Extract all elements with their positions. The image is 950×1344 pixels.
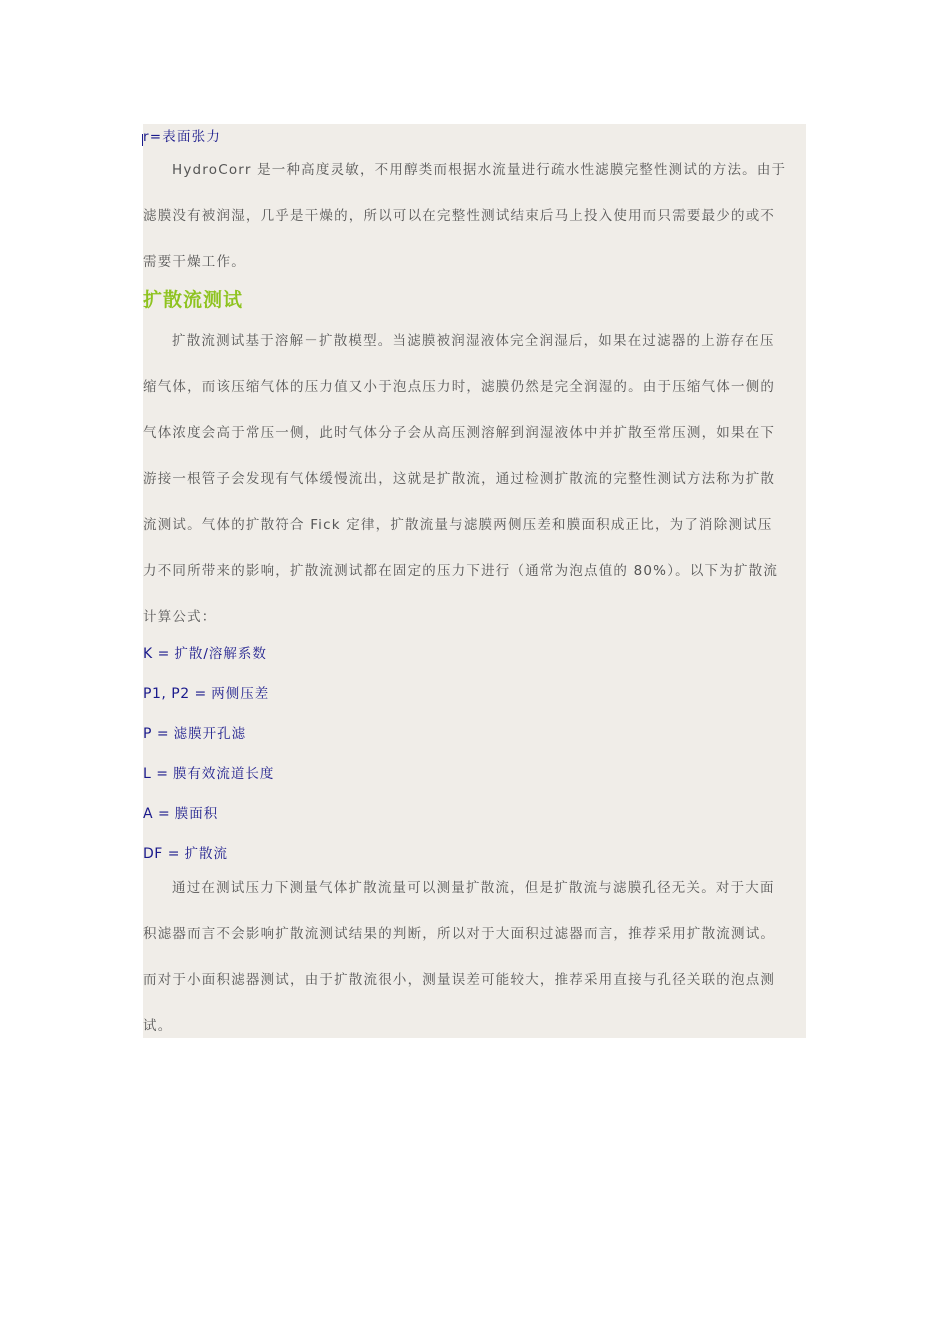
variable-description: 扩散/溶解系数 (174, 646, 267, 662)
para3-line-3: 而对于小面积滤器测试，由于扩散流很小，测量误差可能较大，推荐采用直接与孔径关联的泡点测 (143, 972, 776, 988)
variable-symbol: A = (143, 806, 171, 822)
variable-symbol: P = (143, 726, 170, 742)
para2-line-6: 力不同所带来的影响，扩散流测试都在固定的压力下进行（通常为泡点值的 80%）。以下为扩散流 (143, 563, 779, 579)
para2-line-7: 计算公式： (143, 609, 217, 625)
para2-line-5: 流测试。气体的扩散符合 Fick 定律，扩散流量与滤膜两侧压差和膜面积成正比，为了消除测试压 (143, 517, 773, 533)
variable-p1-p2 (143, 685, 269, 703)
para2-line-1: 扩散流测试基于溶解－扩散模型。当滤膜被润湿液体完全润湿后，如果在过滤器的上游存在压 (172, 333, 775, 349)
para3-line-2: 积滤器而言不会影响扩散流测试结果的判断，所以对于大面积过滤器而言，推荐采用扩散流测试。 (143, 926, 776, 942)
variable-description: 膜有效流道长度 (172, 766, 275, 782)
para3-line-4: 试。 (143, 1018, 173, 1034)
variable-a (143, 805, 218, 823)
variable-description: 膜面积 (174, 806, 219, 822)
variable-symbol: P1, P2 = (143, 686, 207, 702)
variable-symbol: DF = (143, 846, 181, 862)
para3-line-1: 通过在测试压力下测量气体扩散流量可以测量扩散流，但是扩散流与滤膜孔径无关。对于大面 (172, 880, 775, 896)
para2-line-2: 缩气体，而该压缩气体的压力值又小于泡点压力时，滤膜仍然是完全润湿的。由于压缩气体一侧的 (143, 379, 776, 395)
section-heading: 扩散流测试 (143, 289, 244, 311)
variable-symbol: K = (143, 646, 170, 662)
variable-df (143, 845, 228, 863)
article-block (143, 124, 806, 1038)
variable-description: 滤膜开孔滤 (173, 726, 247, 742)
variable-symbol: L = (143, 766, 169, 782)
variable-l (143, 765, 274, 783)
para2-line-4: 游接一根管子会发现有气体缓慢流出，这就是扩散流，通过检测扩散流的完整性测试方法称为扩散 (143, 471, 776, 487)
variable-description: 扩散流 (184, 846, 228, 862)
surface-tension-note: r=表面张力 (143, 129, 222, 145)
para1-line-1: HydroCorr 是一种高度灵敏，不用醇类而根据水流量进行疏水性滤膜完整性测试的方法。由于 (172, 162, 787, 178)
variable-p (143, 725, 246, 743)
para1-line-2: 滤膜没有被润湿，几乎是干燥的，所以可以在完整性测试结束后马上投入使用而只需要最少的或不 (143, 208, 776, 224)
variable-k (143, 645, 267, 663)
para1-line-3: 需要干燥工作。 (143, 254, 246, 270)
para2-line-3: 气体浓度会高于常压一侧，此时气体分子会从高压测溶解到润湿液体中并扩散至常压测，如果在下 (143, 425, 776, 441)
variable-description: 两侧压差 (211, 686, 270, 702)
